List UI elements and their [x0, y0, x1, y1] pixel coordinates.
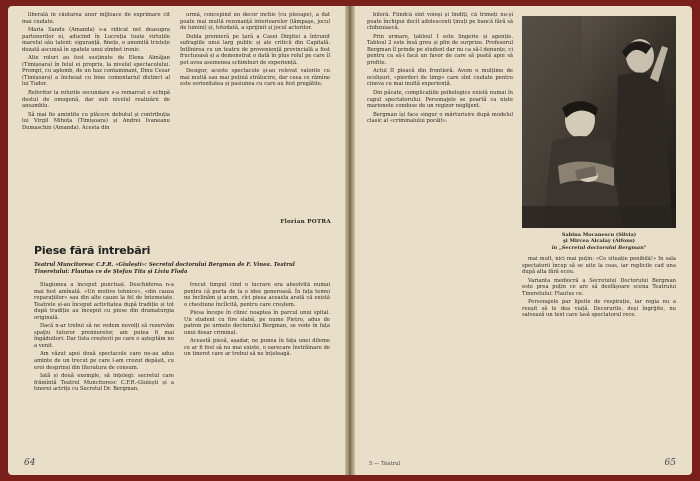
caption-line: în „Secretul doctorului Bergman"	[551, 244, 647, 251]
paragraph: Alte roluri au fost susținute de Elena Almăjan (Timișoara) în felul ei propriu, la nivelul spectacolului. Prompt, cu aplomb, de un haz contaminant, Dinu Cesar (Timișoara) a încheiat cu bine comentariul distinct al lui Tudor.	[22, 55, 170, 88]
paragraph: mai mult, nici mai puțin: «Ce situație penibilă!» În sala spectatorii încep să se uite la ceas, iar replicile cad una după alta fără ecou.	[522, 256, 676, 276]
page-footer: 5 — Teatrul	[369, 461, 401, 467]
left-column-2	[180, 12, 330, 217]
page-number: 65	[664, 458, 676, 468]
paragraph: Actul II pleacă din frontieră. Avem o mulțime de ocolișuri, «pierderi de timp» care sînt ciudate pentru cineva cu mai multă experiență.	[367, 68, 513, 88]
paragraph: Varianta mediocră a Secretului Doctorului Bergman este prea puțin ce are să desfășoare scena Teatrului Tineretului: Flautus ce.	[522, 277, 676, 297]
article-heading: Piese fără întrebări	[34, 244, 151, 257]
paragraph: Maria Sandu (Amanda) s-a ridicat net deasupra partenerilor ei, aducind în Lucreția toate virtuțile marelui său talent: siguranță, finețe, o anumită tristețe dozată ascunsă în spatele unui zîmbet ironic.	[22, 27, 170, 53]
photo-illustration	[522, 16, 676, 228]
paragraph: Referitor la rolurile secundare s-a remarcat o echipă destul de omogenă, dar sub nivelul realizării de ansamblu.	[22, 90, 170, 110]
left-page	[8, 6, 345, 475]
paragraph: Din păcate, complicațiile psihologice există numai în capul spectatorului. Personajele se poartă ca niște marionete conduse de un regizor neglijent.	[367, 90, 513, 110]
paragraph: bileră. Fiindcă sînt voioși și lindiți, că trimeți nu-și poate închipui decît adolescenti ținuți pe bancă fără să chibzuiască.	[367, 12, 513, 32]
paragraph: Piesa începe în clinic noaptea în parcul unui spital. Un student cu fire slabă, pe nume Pietro, adus de patron pe urmele doctorului Bergman, se vede în fața unui dosar criminal.	[184, 310, 330, 336]
paragraph: Dacă n-ar trebui să ne vedem nevoiți să rezervăm spațiu tuturor premierelor, am putea fi mai îngăduitori. Dar lista creșterii pe care o așteptăm nu a venit.	[34, 323, 174, 349]
stage-photo	[522, 16, 676, 228]
paragraph: Stagiunea a început punctual. Deschiderea n-a mai fost amînată. «Un motive tehnice», «din cauza reparațiilor» sau din alte cauze la fel de întemeiate. Teatrele și-au început activitatea după tradiție și tot după tradiție au început cu piese din dramaturgia originală.	[34, 282, 174, 321]
book-gutter	[345, 6, 355, 475]
standing-figure-body	[614, 72, 672, 228]
left-column-4	[184, 282, 330, 448]
left-column-1	[22, 12, 170, 236]
paragraph: Bergman își face singur o mărturisire după modelul clasic al «criminalului pocăit».	[367, 111, 513, 125]
paragraph: Am văzut apoi două spectacole care ne-au adus aminte de un trecut pe care l-am crezut depășit, cu eroi desprinși din literatura de consum.	[34, 351, 174, 371]
paragraph: Iată și două exemple, să ințelegi: secretul care frămîntă Teatrul Muncitoresc C.F.R.-Giulești și a tinerei actrițe cu Secretul Dr. Bergman.	[34, 373, 174, 393]
author-signature: Florian POTRA	[280, 219, 331, 225]
paragraph: Personajele par lipsite de respirație, iar regia nu a reușit să le dea viață. Decorurile, deși îngrijite, nu salvează un text care lasă spectatorul rece.	[522, 299, 676, 319]
caption-line: Sabina Mocanescu (Silvia)	[561, 232, 637, 238]
caption-line: şi Mircea Alcalay (Alfons)	[562, 238, 636, 245]
paragraph: Dubla premieră pe țară a Casei Dinjitei a întrunit sufragiile unui larg public și ale criticii din Capitală. Intîlnirea cu un teatru de proveniență provincială a fost fructuoasă și a demonstrat o dată în plus rolul pe care îl pot avea asemenea schimburi de experiență.	[180, 33, 330, 66]
right-column-2	[522, 256, 676, 452]
paragraph: Desigur, aceste spectacole și-au relevat valorile cu mai multă sau mai puțină strălucire, dar ceea ce rămîne este seriozitatea și pasiunea cu care au fost pregătite.	[180, 68, 330, 88]
paragraph: urmă, concepind un decor inchis (cu pleoape), a dat poate mai multă rezonanță interioarelor (lămpaşe, jocul de lumini) și, totodată, a sprijinit și jocul actorilor.	[180, 12, 330, 32]
photo-caption	[522, 232, 676, 251]
paragraph: Prin urmare, tabloul I este lingerie și agenție. Tabloul 2 este însă greu și plin de surprize. Profesorul Bergman îl prinde pe student dar nu ca să-l denunțe, ci pentru ca să-i facă un favor de care să poată apoi să profite.	[367, 33, 513, 66]
paragraph: liberală în căutarea unor mijloace de exprimare cit mai ciudate.	[22, 12, 170, 25]
left-column-3	[34, 282, 174, 442]
article-subheading: Teatrul Muncitoresc C.F.R. «Giulești»: Secretul doctorului Bergman de F. Vinea. Teatrul Tineretului: Flautus ce de Ștefan Tita și Liviu Floda	[34, 262, 295, 275]
right-column-1	[367, 12, 513, 452]
paragraph: Să mai fie amintite cu plăcere debutul și contribuția lui Virgil Mihoța (Timișoara) și Andrei Ivaneanu Dumaschin (Amanda). Acesta din	[22, 111, 170, 131]
paragraph: trecut timpul cînd o lucrare era absolvită numai pentru că purta de la o idee generoasă. În fața temei ne înclinăm și acum, cîci piesa aceasta arată că există o chestiune încîlcită, pentru care creștem.	[184, 282, 330, 308]
paragraph: Această piesă, așadar, ne punea în fața unei dileme ce ar fi fost să nu mai existe, o oarecare înstrăinare de un tineret care ar trebui să ne înțeleagă.	[184, 338, 330, 358]
page-number: 64	[24, 458, 36, 468]
right-page	[355, 6, 692, 475]
